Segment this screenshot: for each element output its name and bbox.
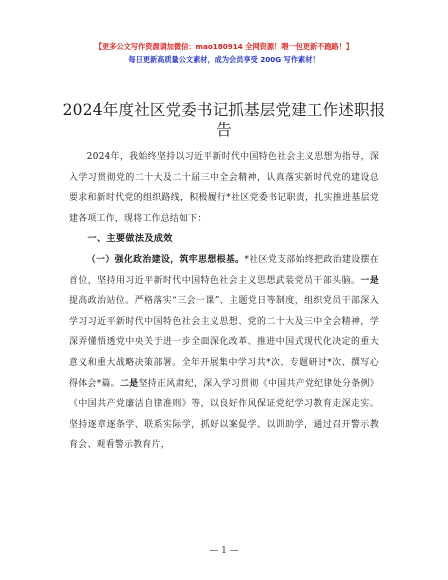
point-label-2: 二是 — [120, 378, 139, 389]
page-number: — 1 — — [209, 546, 239, 556]
intro-paragraph: 2024年，我始终坚持以习近平新时代中国特色社会主义思想为指导，深入学习贯彻党的二十大及二十届三中全会精神，认真落实新时代党的建设总要求和新时代党的组织路线，积极履行*社区党委书记职责，扎实推进基层党建各项工作，现将工作总结如下： — [69, 152, 379, 224]
point-text-2: 坚持正风肃纪，深入学习贯彻《中国共产党纪律处分条例》《中国共产党廉洁自律准则》等，以良好作风保证党纪学习教育走深走实。坚持逐章逐条学、联系实际学，抓好以案促学、以训助学，通过召开警示教育会、观看警示教育片， — [69, 378, 379, 451]
section-paragraph — [69, 250, 379, 456]
paragraph-text: *社区党支部始终把政治建设摆在首位，坚持用习近平新时代中国特色社会主义思想武装党员干部头脑。 — [69, 254, 379, 286]
point-text-1: 提高政治站位。严格落实“三会一课”、主题党日等制度，组织党员干部深入学习习近平新时代中国特色社会主义思想、党的二十大及三中全会精神，学深弄懂悟透党中央关于进一步全面深化改革、推进中国式现代化决定的重大意义和重大战略决策部署。全年开展集中学习共*次、专题研讨*次、撰写心得体会*篇。 — [69, 296, 379, 389]
promo-banner-line-1: 【更多公文写作资源请加微信：mao180914 全网资源！喂一包更新不跑路！】 — [94, 42, 354, 51]
subsection-heading: （一）强化政治建设，筑牢思想根基。 — [86, 254, 245, 265]
section-heading: 一、主要做法及成效 — [87, 233, 173, 245]
document-body — [69, 147, 379, 456]
document-title: 2024年度社区党委书记抓基层党建工作述职报告 — [62, 101, 386, 139]
point-label-1: 一是 — [360, 275, 379, 286]
promo-banner-line-2: 每日更新高质量公文素材，成为会员享受 200G 写作素材！ — [128, 55, 320, 64]
